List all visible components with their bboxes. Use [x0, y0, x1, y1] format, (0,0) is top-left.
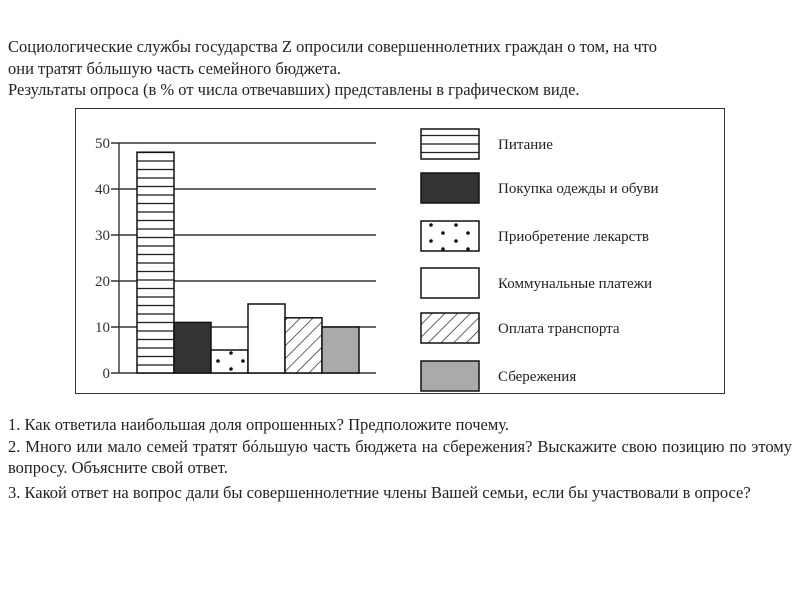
y-tick-label: 30	[95, 228, 110, 244]
question-3: 3. Какой ответ на вопрос дали бы совершеннолетние члены Вашей семьи, если бы участвовали в опросе?	[8, 482, 751, 502]
chart-figure	[75, 108, 725, 394]
y-tick-label: 10	[95, 320, 110, 336]
legend-swatch-1	[421, 129, 479, 159]
bar-2	[174, 322, 211, 373]
legend-label-4: Коммунальные платежи	[498, 276, 652, 292]
y-tick-label: 20	[95, 274, 110, 290]
y-tick-label: 50	[95, 136, 110, 152]
intro-line-3: Результаты опроса (в % от числа отвечавших) представлены в графическом виде.	[8, 80, 580, 99]
bar-6	[322, 327, 359, 373]
intro-line-2: они тратят бóльшую часть семейного бюджета.	[8, 58, 342, 78]
task-intro	[8, 36, 792, 101]
legend-swatch-2	[421, 173, 479, 203]
bar-1	[137, 152, 174, 373]
legend-swatch-6	[421, 361, 479, 391]
question-2: 2. Много или мало семей тратят бóльшую часть бюджета на сбережения? Выскажите свою позицию по этому вопросу. Объясните свой ответ.	[8, 436, 792, 477]
legend-label-5: Оплата транспорта	[498, 321, 620, 337]
legend-label-6: Сбережения	[498, 369, 577, 385]
legend-swatch-5	[421, 313, 479, 343]
y-tick-label: 0	[102, 366, 110, 382]
intro-line-1: Социологические службы государства Z опросили совершеннолетних граждан о том, на что	[8, 37, 658, 56]
legend-label-2: Покупка одежды и обуви	[498, 181, 659, 197]
legend-label-3: Приобретение лекарств	[498, 229, 649, 245]
bar-3	[211, 350, 248, 373]
legend-label-1: Питание	[498, 137, 553, 153]
bar-5	[285, 318, 322, 373]
question-1: 1. Как ответила наибольшая доля опрошенных? Предположите почему.	[8, 415, 510, 434]
legend-swatch-4	[421, 268, 479, 298]
y-tick-label: 40	[95, 182, 110, 198]
bar-4	[248, 304, 285, 373]
bar-chart	[76, 109, 726, 395]
questions	[8, 414, 792, 503]
legend-swatch-3	[421, 221, 479, 251]
